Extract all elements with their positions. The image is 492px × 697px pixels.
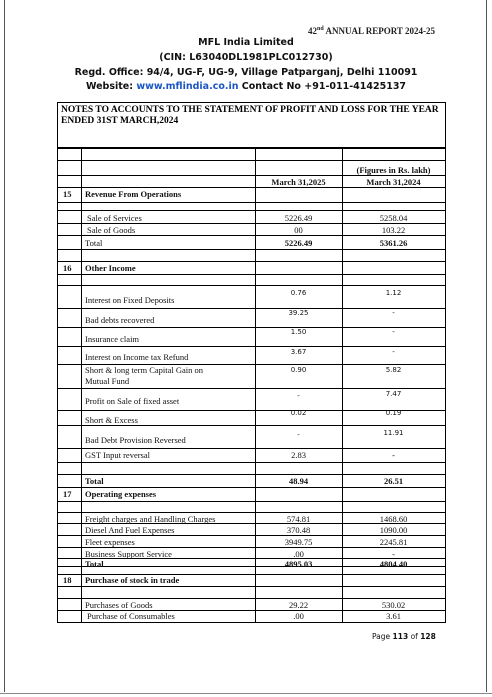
- value-2025: 574.81: [286, 514, 311, 524]
- row-label: Business Support Service: [85, 549, 172, 559]
- value-2025: 5226.49: [284, 213, 313, 223]
- value-2024: 5.82: [385, 366, 402, 374]
- value-2025: 370.48: [286, 525, 311, 535]
- section-title: Purchase of stock in trade: [85, 575, 180, 585]
- value-2024: 1468.60: [379, 514, 408, 524]
- value-2025: 00: [294, 225, 303, 235]
- bottom-line: [0, 693, 492, 694]
- registered-office: Regd. Office: 94/4, UG-F, UG-9, Village Patparganj, Delhi 110091: [74, 67, 418, 78]
- value-2024: -: [392, 549, 395, 559]
- row-label: Profit on Sale of fixed asset: [85, 396, 180, 406]
- row-label: Freight charges and Handling Charges: [85, 514, 216, 524]
- value-2025: 29.22: [288, 600, 309, 610]
- row-label: Purchase of Consumables: [87, 611, 175, 621]
- row-label-cont: Mutual Fund: [85, 376, 130, 386]
- section-title: Other Income: [85, 263, 136, 273]
- section-title: Operating expenses: [85, 489, 157, 499]
- row-label: Bad debts recovered: [85, 315, 155, 325]
- total-2025: 4895.03: [284, 559, 313, 569]
- section-number: 18: [63, 575, 72, 585]
- value-2025: 0.90: [290, 366, 307, 374]
- value-2024: 1.12: [385, 289, 402, 297]
- section-title: Revenue From Operations: [85, 189, 182, 199]
- value-2024: -: [392, 348, 395, 356]
- total-2025: 48.94: [288, 476, 309, 486]
- row-label: GST Input reversal: [85, 450, 150, 460]
- value-2024: 7.47: [385, 390, 402, 398]
- value-2025: .00: [293, 549, 304, 559]
- row-label: Sale of Goods: [87, 225, 136, 235]
- note-title: NOTES TO ACCOUNTS TO THE STATEMENT OF PROFIT AND LOSS FOR THE YEAR ENDED 31ST MARCH,2024: [57, 102, 446, 148]
- notes-table: [57, 148, 446, 622]
- total-2025: 5226.49: [284, 238, 313, 248]
- row-label: Bad Debt Provision Reversed: [85, 435, 186, 445]
- column-header-2024: March 31,2024: [366, 177, 421, 187]
- total-2024: 5361.26: [379, 238, 408, 248]
- annual-report-label: 42nd ANNUAL REPORT 2024-25: [308, 26, 435, 36]
- value-2024: -: [392, 309, 395, 317]
- value-2024: 1090.00: [379, 525, 408, 535]
- value-2025: .00: [293, 611, 304, 621]
- row-label: Interest on Income tax Refund: [85, 352, 189, 362]
- row-label: Purchases of Goods: [85, 600, 153, 610]
- value-2025: 0.76: [290, 289, 307, 297]
- value-2025: 3.67: [290, 348, 307, 356]
- value-2024: 530.02: [381, 600, 406, 610]
- value-2025: -: [297, 431, 300, 439]
- value-2024: 0.19: [385, 409, 402, 417]
- row-label: Sale of Services: [87, 213, 142, 223]
- row-label: Total: [85, 238, 103, 248]
- value-2024: -: [392, 328, 395, 336]
- company-cin: (CIN: L63040DL1981PLC012730): [159, 52, 333, 63]
- website-link[interactable]: www.mflindia.co.in: [136, 81, 239, 92]
- value-2025: 3949.75: [284, 537, 313, 547]
- row-label: Fleet expenses: [85, 537, 135, 547]
- contact-line: Website: www.mflindia.co.in Contact No +91-011-41425137: [85, 81, 407, 92]
- row-label: Short & long term Capital Gain on: [85, 365, 204, 375]
- value-2024: 103.22: [381, 225, 406, 235]
- company-name: MFL India Limited: [198, 37, 294, 48]
- value-2025: 1.50: [290, 328, 307, 336]
- row-label: Interest on Fixed Deposits: [85, 295, 175, 305]
- value-2025: 39.25: [288, 309, 309, 317]
- value-2024: 3.61: [386, 611, 401, 621]
- total-2024: 26.51: [383, 476, 404, 486]
- row-label: Diesel And Fuel Expenses: [85, 525, 175, 535]
- section-number: 17: [63, 489, 72, 499]
- section-number: 15: [63, 189, 72, 199]
- value-2024: 11.91: [383, 429, 404, 437]
- figures-note: (Figures in Rs. lakh): [356, 165, 431, 175]
- value-2025: 2.83: [291, 450, 306, 460]
- row-label: Total: [85, 559, 104, 569]
- section-number: 16: [63, 263, 72, 273]
- value-2024: 5258.04: [379, 213, 408, 223]
- row-label: Short & Excess: [85, 415, 138, 425]
- value-2025: 0.02: [290, 409, 307, 417]
- page-number: Page 113 of 128: [372, 632, 436, 641]
- value-2024: 2245.81: [379, 537, 408, 547]
- value-2024: -: [392, 450, 395, 460]
- total-2024: 4804.40: [379, 559, 408, 569]
- row-label: Total: [85, 476, 104, 486]
- column-header-2025: March 31,2025: [271, 177, 326, 187]
- row-label: Insurance claim: [85, 334, 140, 344]
- value-2025: -: [297, 392, 300, 400]
